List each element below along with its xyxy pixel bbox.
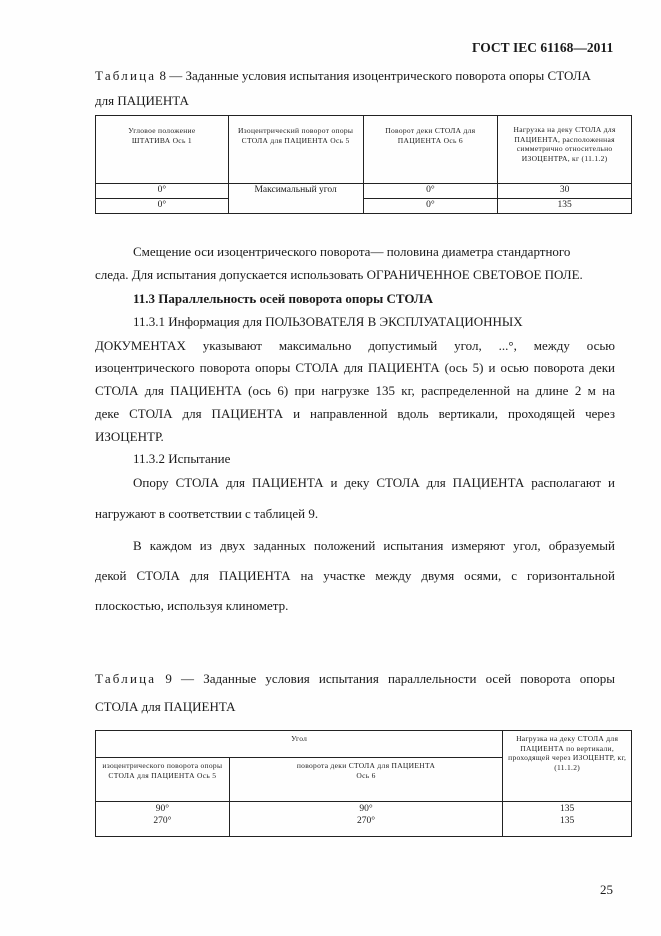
subsection-1-line5: деке СТОЛА для ПАЦИЕНТА и направленной вдоль вертикали, проходящей через	[95, 406, 615, 421]
table8-caption-text: 8 — Заданные условия испытания изоцентрического поворота опоры СТОЛА	[156, 68, 591, 83]
table9-r2-load: 135	[560, 816, 575, 826]
table9-caption-line1	[95, 670, 615, 688]
table8-r2-load: 135	[498, 199, 632, 214]
table9-cell-isocentric	[96, 802, 230, 837]
table-row	[96, 199, 632, 214]
subsection-1-line3: изоцентрического поворота опоры СТОЛА для ПАЦИЕНТА (ось 5) и осью поворота деки	[95, 360, 615, 375]
paragraph-offset-line2: следа. Для испытания допускается использовать ОГРАНИЧЕННОЕ СВЕТОВОЕ ПОЛЕ.	[95, 267, 583, 282]
table8-header-deck: Поворот деки СТОЛА для ПАЦИЕНТА Ось 6	[363, 116, 498, 184]
table8-r2-deck: 0°	[363, 199, 498, 214]
subsection-1-line6: ИЗОЦЕНТР.	[95, 429, 164, 444]
paragraph-measure-line3: плоскостью, используя клинометр.	[95, 598, 289, 613]
table9-header-load: Нагрузка на деку СТОЛА для ПАЦИЕНТА по вертикали, проходящей через ИЗОЦЕНТР, кг, (11.1.2)	[503, 731, 632, 802]
section-title: 11.3 Параллельность осей поворота опоры СТОЛА	[133, 291, 433, 306]
subsection-1-line1: 11.3.1 Информация для ПОЛЬЗОВАТЕЛЯ В ЭКСПЛУАТАЦИОННЫХ	[133, 314, 523, 329]
paragraph-measure-line1: В каждом из двух заданных положений испытания измеряют угол, образуемый	[133, 538, 615, 553]
table-row	[96, 802, 632, 837]
table8-caption-line2: для ПАЦИЕНТА	[95, 93, 189, 108]
table9-header-deck: поворота деки СТОЛА для ПАЦИЕНТА Ось 6	[229, 758, 503, 802]
table8-r1-gantry: 0°	[96, 184, 229, 199]
subsection-2-title: 11.3.2 Испытание	[133, 451, 231, 466]
paragraph-offset-line1: Смещение оси изоцентрического поворота— половина диаметра стандартного	[133, 244, 571, 259]
table9-caption-line2: СТОЛА для ПАЦИЕНТА	[95, 699, 236, 714]
table9-caption-word: Таблица	[95, 671, 157, 686]
table8-header-row	[96, 116, 632, 184]
page-number: 25	[600, 882, 613, 897]
subsection-1-line4: СТОЛА для ПАЦИЕНТА (ось 6) при нагрузке 135 кг, распределенной на длине 2 м на	[95, 383, 615, 398]
table9-r1-isocentric: 90°	[155, 804, 170, 814]
table8-r1-load: 30	[498, 184, 632, 199]
table8-r1-isocentric: Максимальный угол	[228, 184, 363, 214]
subsection-2-line2: нагружают в соответствии с таблицей 9.	[95, 506, 319, 521]
subsection-2-line1: Опору СТОЛА для ПАЦИЕНТА и деку СТОЛА для ПАЦИЕНТА располагают и	[133, 475, 615, 490]
table9-header-row1	[96, 731, 632, 758]
table8-caption-word: Таблица	[95, 68, 157, 83]
table8-header-isocentric: Изоцентрический поворот опоры СТОЛА для ПАЦИЕНТА Ось 5	[228, 116, 363, 184]
table9-group-header: Угол	[96, 731, 503, 758]
table8-header-load: Нагрузка на деку СТОЛА для ПАЦИЕНТА, расположенная симметрично относительно ИЗОЦЕНТРА, кг (11.1.2)	[498, 116, 632, 184]
table9-cell-deck	[229, 802, 503, 837]
paragraph-measure-line2: декой СТОЛА для ПАЦИЕНТА на участке между двумя осями, с горизонтальной	[95, 568, 615, 583]
table8-header-gantry: Угловое положение ШТАТИВА Ось 1	[96, 116, 229, 184]
table8-r1-deck: 0°	[363, 184, 498, 199]
table9-r1-load: 135	[560, 804, 575, 814]
standard-number: ГОСТ IEC 61168—2011	[472, 40, 614, 55]
table9-cell-load	[503, 802, 632, 837]
table9-caption-text: 9 — Заданные условия испытания параллельности осей поворота опоры	[156, 671, 615, 686]
table9-r2-deck: 270°	[356, 816, 376, 826]
table8-r2-gantry: 0°	[96, 199, 229, 214]
table9-header-isocentric: изоцентрического поворота опоры СТОЛА для ПАЦИЕНТА Ось 5	[96, 758, 230, 802]
subsection-1-line2: ДОКУМЕНТАХ указывают максимально допустимый угол, ...°, между осью	[95, 338, 615, 353]
table8	[95, 115, 632, 214]
table9-r2-isocentric: 270°	[153, 816, 172, 826]
table9-r1-deck: 90°	[359, 804, 373, 814]
table-row	[96, 184, 632, 199]
table9	[95, 730, 632, 837]
table8-caption-line1	[95, 68, 591, 84]
